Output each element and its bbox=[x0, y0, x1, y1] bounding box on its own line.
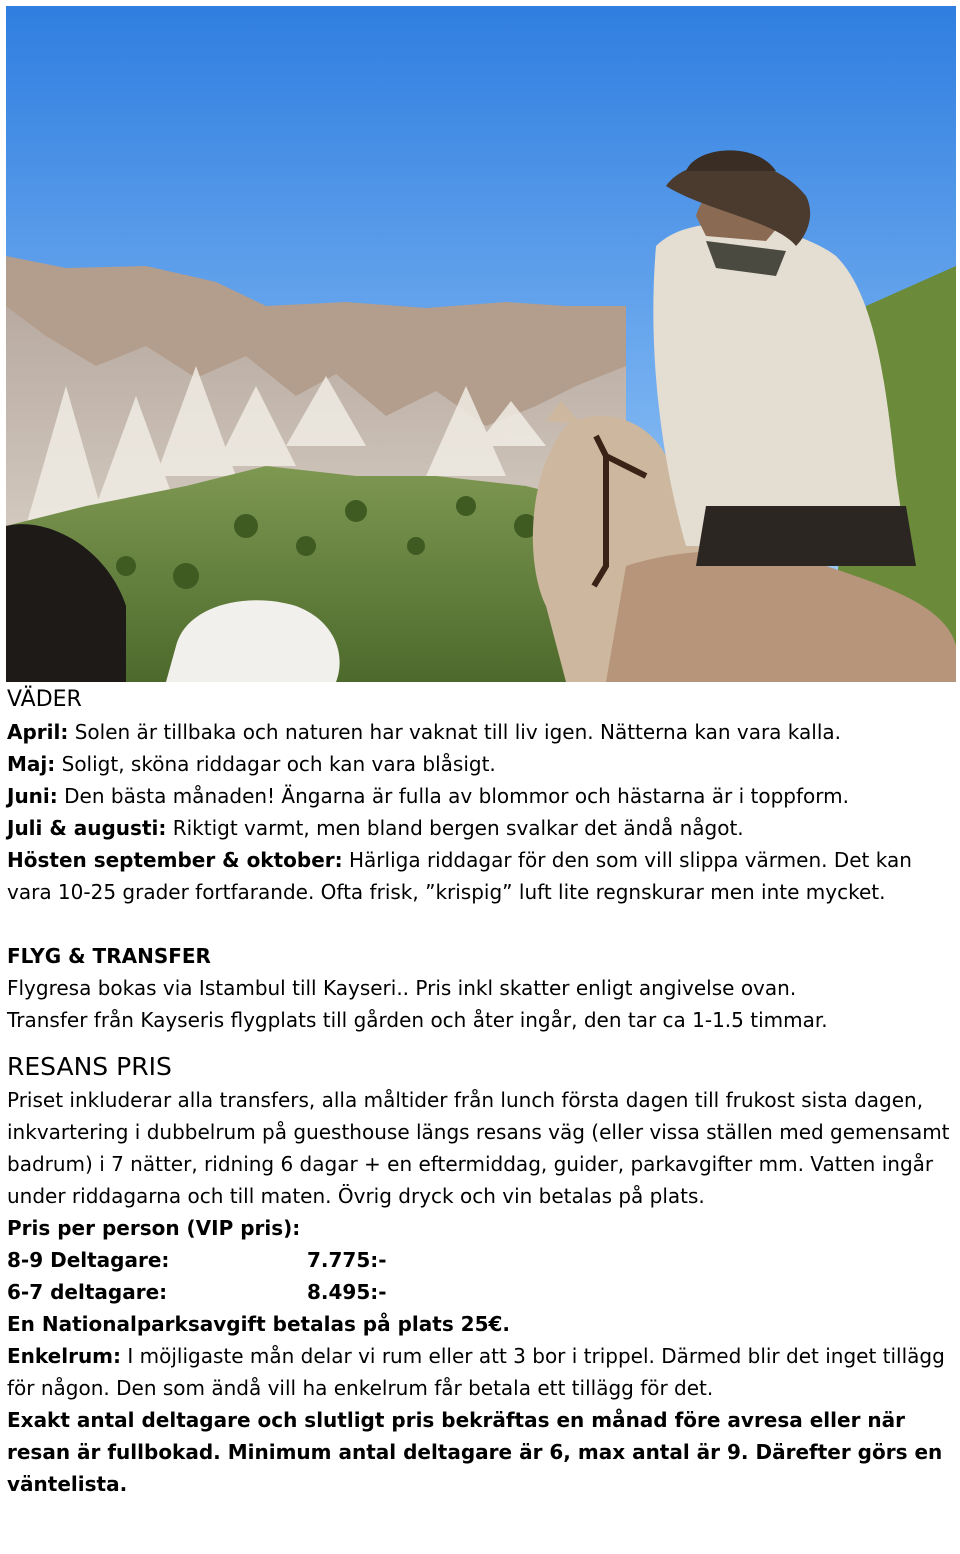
weather-item-juni bbox=[7, 780, 953, 812]
weather-label: April: bbox=[7, 720, 69, 744]
price-row bbox=[7, 1244, 953, 1276]
price-row-value: 8.495:- bbox=[307, 1280, 387, 1304]
price-row-value: 7.775:- bbox=[307, 1248, 387, 1272]
price-row bbox=[7, 1276, 953, 1308]
flight-line-2: Transfer från Kayseris flygplats till gården och åter ingår, den tar ca 1-1.5 timmar. bbox=[7, 1008, 828, 1032]
single-room-text: I möjligaste mån delar vi rum eller att 3 bor i trippel. Därmed blir det inget tillägg för någon. Den som ändå vill ha enkelrum får betala ett tillägg för det. bbox=[7, 1344, 945, 1400]
weather-label: Juli & augusti: bbox=[7, 816, 167, 840]
flight-heading: FLYG & TRANSFER bbox=[7, 944, 211, 968]
document-body bbox=[7, 684, 953, 1500]
price-heading: RESANS PRIS bbox=[7, 1052, 172, 1081]
weather-item-juli-augusti bbox=[7, 812, 953, 844]
park-fee: En Nationalparksavgift betalas på plats 25€. bbox=[7, 1312, 511, 1336]
flight-line-1: Flygresa bokas via Istambul till Kayseri.. Pris inkl skatter enligt angivelse ovan. bbox=[7, 976, 797, 1000]
weather-text: Härliga riddagar för den som vill slippa värmen. Det kan vara 10-25 grader fortfarande. Ofta frisk, ”krispig” luft lite regnskurar men inte mycket. bbox=[7, 848, 912, 904]
weather-item-maj bbox=[7, 748, 953, 780]
weather-text: Den bästa månaden! Ängarna är fulla av blommor och hästarna är i toppform. bbox=[57, 784, 849, 808]
single-room bbox=[7, 1340, 953, 1404]
weather-text: Soligt, sköna riddagar och kan vara blåsigt. bbox=[55, 752, 496, 776]
weather-heading: VÄDER bbox=[7, 687, 82, 712]
weather-label: Maj: bbox=[7, 752, 56, 776]
final-note: Exakt antal deltagare och slutligt pris bekräftas en månad före avresa eller när resan är fullbokad. Minimum antal deltagare är 6, max antal är 9. Därefter görs en väntelista. bbox=[7, 1408, 943, 1496]
cappadocia-horse-riders-photo-icon bbox=[6, 6, 956, 682]
price-per-person: Pris per person (VIP pris): bbox=[7, 1216, 301, 1240]
weather-item-april bbox=[7, 716, 953, 748]
cappadocia-riding-photo bbox=[6, 6, 956, 682]
single-room-label: Enkelrum: bbox=[7, 1344, 122, 1368]
weather-item-hosten bbox=[7, 844, 953, 908]
weather-text: Riktigt varmt, men bland bergen svalkar det ändå något. bbox=[166, 816, 744, 840]
price-body: Priset inkluderar alla transfers, alla måltider från lunch första dagen till frukost sista dagen, inkvartering i dubbelrum på guesthouse längs resans väg (eller vissa ställen med gemensamt badrum) i 7 nätter, ridning 6 dagar + en eftermiddag, guider, parkavgifter mm. Vatten ingår under riddagarna och till maten. Övrig dryck och vin betalas på plats. bbox=[7, 1088, 950, 1208]
weather-label: Hösten september & oktober: bbox=[7, 848, 343, 872]
price-row-label: 8-9 Deltagare: bbox=[7, 1248, 170, 1272]
weather-label: Juni: bbox=[7, 784, 58, 808]
weather-text: Solen är tillbaka och naturen har vaknat till liv igen. Nätterna kan vara kalla. bbox=[68, 720, 842, 744]
price-row-label: 6-7 deltagare: bbox=[7, 1280, 168, 1304]
